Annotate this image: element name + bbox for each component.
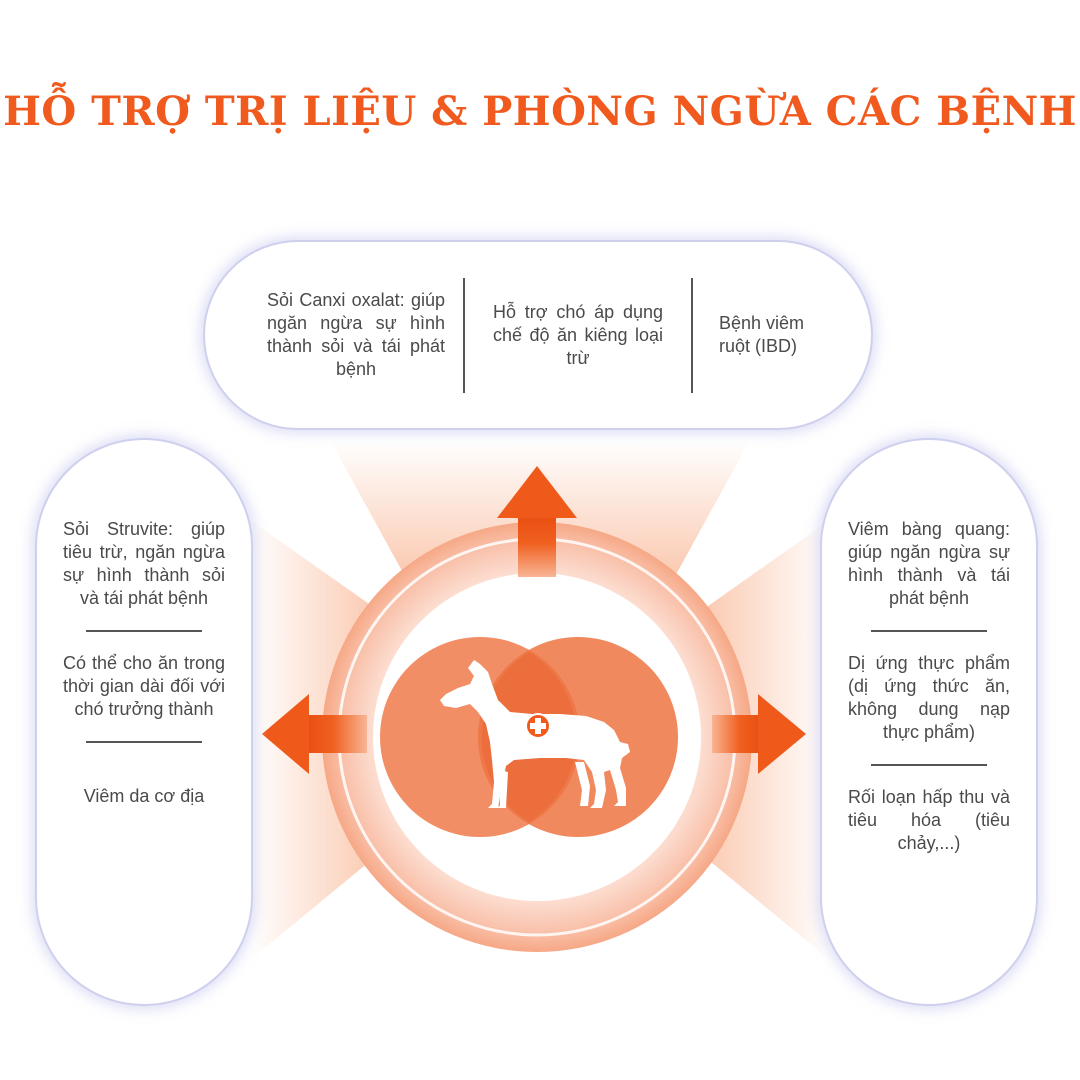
divider	[871, 764, 987, 766]
page-title: HỖ TRỢ TRỊ LIỆU & PHÒNG NGỪA CÁC BỆNH	[3, 88, 1077, 135]
right-item-digestive-disorder: Rối loạn hấp thu và tiêu hóa (tiêu chảy,...)	[848, 787, 1010, 853]
top-item-calcium-oxalate: Sỏi Canxi oxalat: giúp ngăn ngừa sự hình thành sỏi và tái phát bệnh	[267, 290, 445, 379]
top-panel	[203, 240, 873, 430]
right-item-cystitis: Viêm bàng quang: giúp ngăn ngừa sự hình thành và tái phát bệnh	[848, 519, 1010, 608]
top-item-elimination-diet: Hỗ trợ chó áp dụng chế độ ăn kiêng loại trừ	[493, 301, 663, 368]
left-panel	[35, 438, 253, 1006]
medical-cross-icon	[526, 714, 550, 738]
left-item-atopic-dermatitis: Viêm da cơ địa	[83, 786, 205, 806]
divider	[871, 630, 987, 632]
right-panel	[820, 438, 1038, 1006]
top-item-ibd: Bệnh viêm ruột (IBD)	[719, 313, 805, 356]
left-item-long-term-feeding: Có thể cho ăn trong thời gian dài đối với chó trưởng thành	[63, 653, 225, 719]
right-item-food-allergy: Dị ứng thực phẩm (dị ứng thức ăn, không dung nạp thực phẩm)	[848, 653, 1010, 742]
divider	[86, 630, 202, 632]
left-item-struvite: Sỏi Struvite: giúp tiêu trừ, ngăn ngừa sự hình thành sỏi và tái phát bệnh	[63, 519, 225, 608]
divider	[86, 741, 202, 743]
